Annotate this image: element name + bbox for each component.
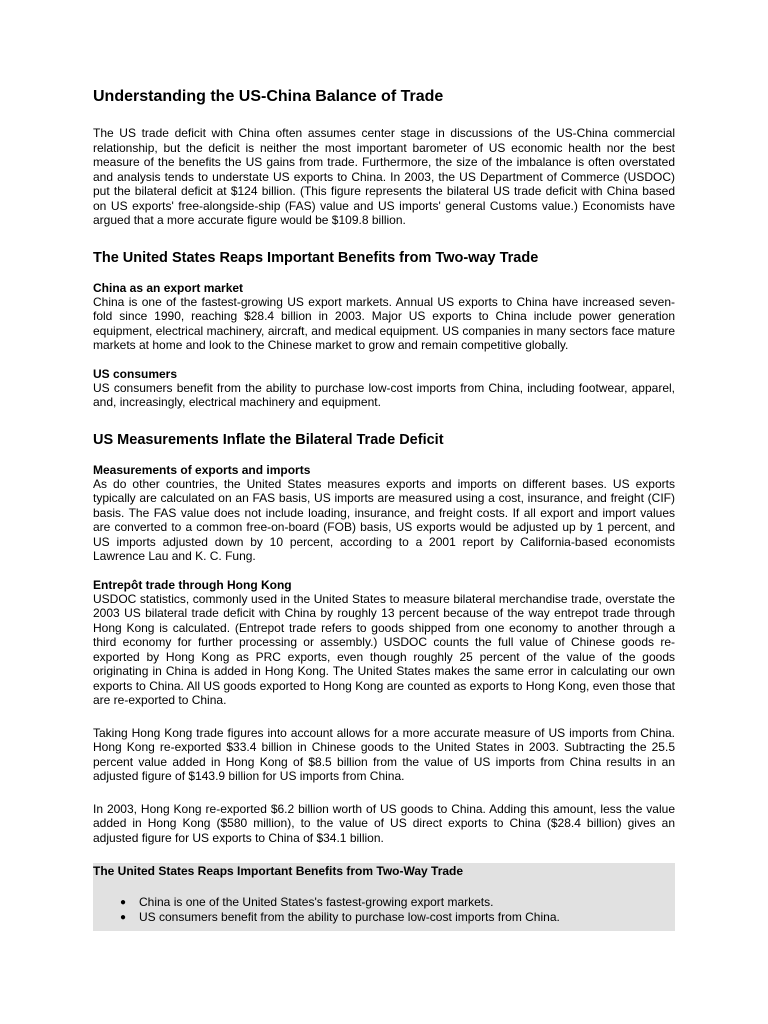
bullet-icon: ●: [120, 912, 127, 923]
page-title: Understanding the US-China Balance of Trade: [93, 88, 444, 105]
measurements-paragraph: As do other countries, the United States measures exports and imports on different bases. US exports typically are calculated on an FAS basis, US imports are measured using a cost, insurance, and freight (CIF) basis. The FAS value does not include loading, insurance, and freight costs. If all export and import values are converted to a common free-on-board (FOB) basis, US exports would be adjusted up by 1 percent, and US imports adjusted down by 10 percent, according to a 2001 report by California-based economists Lawrence Lau and K. C. Fung.: [93, 476, 675, 563]
bullet-icon: ●: [120, 897, 127, 908]
callout-heading: The United States Reaps Important Benefits from Two-Way Trade: [93, 864, 464, 878]
export-market-paragraph: China is one of the fastest-growing US export markets. Annual US exports to China have increased seven-fold since 1990, reaching $28.4 billion in 2003. Major US exports to China include power generation equipment, electrical machinery, aircraft, and medical equipment. US companies in many sectors face mature markets at home and look to the Chinese market to grow and remain competitive globally.: [93, 294, 675, 352]
summary-callout-box: [93, 863, 675, 931]
list-item: [120, 895, 675, 910]
hk-exports-paragraph: In 2003, Hong Kong re-exported $6.2 billion worth of US goods to China. Adding this amount, less the value added in Hong Kong ($580 million), to the value of US direct exports to China ($28.4 billion) gives an adjusted figure for US exports to China of $34.1 billion.: [93, 801, 675, 845]
subheading-us-consumers: US consumers: [93, 366, 178, 381]
subheading-measurements: Measurements of exports and imports: [93, 462, 311, 477]
list-item-text: China is one of the United States's fastest-growing export markets.: [139, 895, 494, 909]
callout-bullet-list: [93, 895, 675, 925]
hk-imports-paragraph: Taking Hong Kong trade figures into account allows for a more accurate measure of US imports from China. Hong Kong re-exported $33.4 billion in Chinese goods to the United States in 2003. Subtracting the 25.5 percent value added in Hong Kong of $8.5 billion from the value of US imports from China results in an adjusted figure of $143.9 billion for US imports from China.: [93, 725, 675, 783]
subheading-export-market: China as an export market: [93, 280, 244, 295]
subheading-entrepot-trade: Entrepôt trade through Hong Kong: [93, 577, 292, 592]
list-item-text: US consumers benefit from the ability to purchase low-cost imports from China.: [139, 910, 560, 924]
intro-paragraph: The US trade deficit with China often assumes center stage in discussions of the US-China commercial relationship, but the deficit is neither the most important barometer of US economic health nor the best measure of the benefits the US gains from trade. Furthermore, the size of the imbalance is often overstated and analysis tends to understate US exports to China. In 2003, the US Department of Commerce (USDOC) put the bilateral deficit at $124 billion. (This figure represents the bilateral US trade deficit with China based on US exports' free-alongside-ship (FAS) value and US imports' general Customs value.) Economists have argued that a more accurate figure would be $109.8 billion.: [93, 126, 675, 227]
section-heading-benefits: The United States Reaps Important Benefits from Two-way Trade: [93, 249, 539, 266]
us-consumers-paragraph: US consumers benefit from the ability to purchase low-cost imports from China, including footwear, apparel, and, increasingly, electrical machinery and equipment.: [93, 380, 675, 409]
section-heading-measurements: US Measurements Inflate the Bilateral Trade Deficit: [93, 431, 444, 448]
entrepot-paragraph: USDOC statistics, commonly used in the United States to measure bilateral merchandise trade, overstate the 2003 US bilateral trade deficit with China by roughly 13 percent because of the way entrepot trade through Hong Kong is calculated. (Entrepot trade refers to goods shipped from one economy to another through a third economy for further processing or assembly.) USDOC counts the full value of Chinese goods re-exported by Hong Kong as PRC exports, even though roughly 25 percent of the value of the goods originating in China is added in Hong Kong. The United States makes the same error in calculating our own exports to China. All US goods exported to Hong Kong are counted as exports to Hong Kong, even those that are re-exported to China.: [93, 591, 675, 707]
list-item: [120, 910, 675, 925]
document-body: [93, 87, 675, 931]
